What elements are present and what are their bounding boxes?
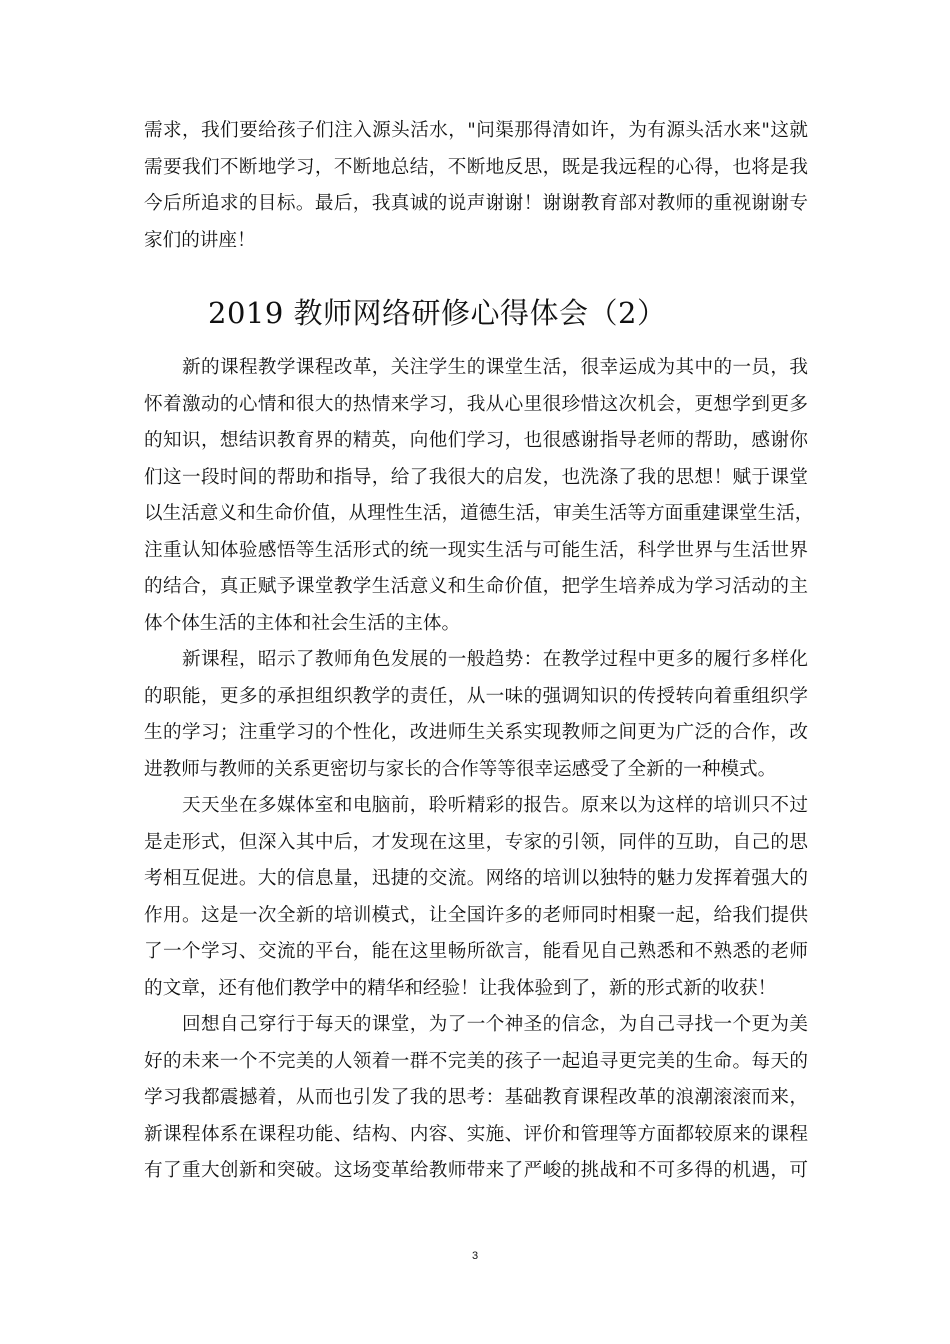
intro-paragraph xyxy=(144,113,808,259)
paragraph-line: 天天坐在多媒体室和电脑前，聆听精彩的报告。原来以为这样的培训只不过 xyxy=(182,795,808,816)
body-paragraph-3 xyxy=(144,788,808,1007)
paragraph-line: 好的未来一个不完美的人领着一群不完美的孩子一起追寻更完美的生命。每天的 xyxy=(144,1050,808,1072)
paragraph-line: 进教师与教师的关系更密切与家长的合作等等很幸运感受了全新的一种模式。 xyxy=(144,758,777,780)
paragraph-line: 家们的讲座！ xyxy=(144,229,256,251)
paragraph-line: 是走形式，但深入其中后，才发现在这里，专家的引领，同伴的互助，自己的思 xyxy=(144,831,808,853)
page-number: 3 xyxy=(471,1250,479,1262)
paragraph-line: 了一个学习、交流的平台，能在这里畅所欲言，能看见自己熟悉和不熟悉的老师 xyxy=(144,941,808,962)
paragraph-line: 的知识，想结识教育界的精英，向他们学习，也很感谢指导老师的帮助，感谢你 xyxy=(144,430,808,451)
paragraph-line: 今后所追求的目标。最后，我真诚的说声谢谢！谢谢教育部对教师的重视谢谢专 xyxy=(144,193,808,214)
paragraph-line: 以生活意义和生命价值，从理性生活，道德生活，审美生活等方面重建课堂生活， xyxy=(144,503,814,524)
paragraph-line: 的职能，更多的承担组织教学的责任，从一味的强调知识的传授转向着重组织学 xyxy=(144,685,808,707)
paragraph-line: 们这一段时间的帮助和指导，给了我很大的启发，也洗涤了我的思想！赋于课堂 xyxy=(144,466,808,488)
page-title: 2019 教师网络研修心得体会（2） xyxy=(208,296,667,330)
paragraph-line: 作用。这是一次全新的培训模式，让全国许多的老师同时相聚一起，给我们提供 xyxy=(144,904,808,926)
body-paragraph-2 xyxy=(144,642,808,788)
paragraph-line: 需要我们不断地学习，不断地总结，不断地反思，既是我远程的心得，也将是我 xyxy=(144,156,808,178)
body-paragraph-1 xyxy=(144,350,814,642)
paragraph-line: 回想自己穿行于每天的课堂，为了一个神圣的信念，为自己寻找一个更为美 xyxy=(182,1014,808,1035)
paragraph-line: 的结合，真正赋予课堂教学生活意义和生命价值，把学生培养成为学习活动的主 xyxy=(144,576,808,597)
paragraph-line: 怀着激动的心情和很大的热情来学习，我从心里很珍惜这次机会，更想学到更多 xyxy=(144,393,808,415)
paragraph-line: 新课程，昭示了教师角色发展的一般趋势：在教学过程中更多的履行多样化 xyxy=(182,649,808,670)
paragraph-line: 新课程体系在课程功能、结构、内容、实施、评价和管理等方面都较原来的课程 xyxy=(144,1123,808,1145)
body-paragraph-4 xyxy=(144,1007,808,1190)
paragraph-line: 的文章，还有他们教学中的精华和经验！让我体验到了，新的形式新的收获！ xyxy=(144,977,777,999)
paragraph-line: 学习我都震撼着，从而也引发了我的思考：基础教育课程改革的浪潮滚滚而来， xyxy=(144,1087,808,1108)
paragraph-line: 注重认知体验感悟等生活形式的统一现实生活与可能生活，科学世界与生活世界 xyxy=(144,539,808,561)
paragraph-line: 需求，我们要给孩子们注入源头活水，"问渠那得清如许，为有源头活水来"这就 xyxy=(144,120,808,141)
paragraph-line: 生的学习；注重学习的个性化，改进师生关系实现教师之间更为广泛的合作，改 xyxy=(144,722,808,743)
paragraph-line: 有了重大创新和突破。这场变革给教师带来了严峻的挑战和不可多得的机遇，可 xyxy=(144,1160,808,1181)
paragraph-line: 体个体生活的主体和社会生活的主体。 xyxy=(144,612,461,634)
paragraph-line: 考相互促进。大的信息量，迅捷的交流。网络的培训以独特的魅力发挥着强大的 xyxy=(144,868,808,889)
paragraph-line: 新的课程教学课程改革，关注学生的课堂生活，很幸运成为其中的一员，我 xyxy=(182,357,808,378)
